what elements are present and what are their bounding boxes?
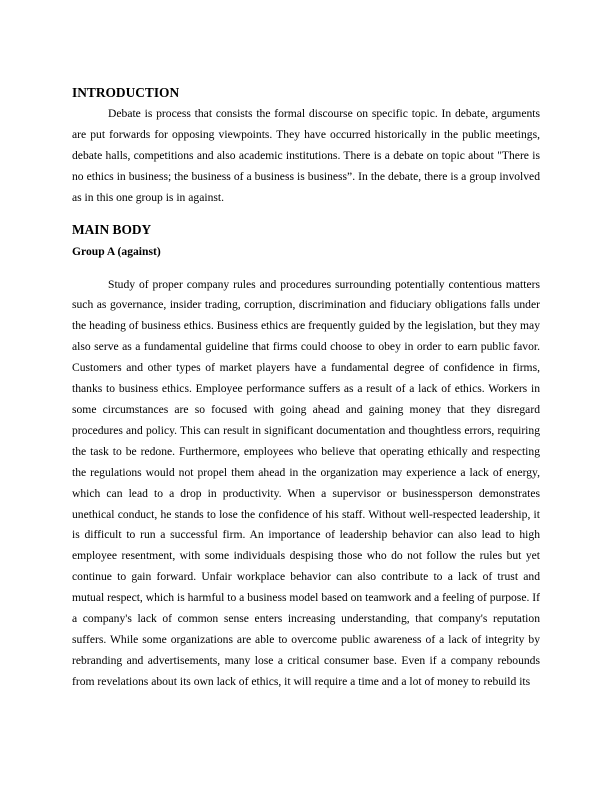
main-body-heading: MAIN BODY xyxy=(72,221,152,237)
document-page xyxy=(72,84,540,693)
introduction-heading: INTRODUCTION xyxy=(72,85,180,100)
group-a-subheading: Group A (against) xyxy=(72,244,161,258)
main-body-paragraph: Study of proper company rules and procedures surrounding potentially contentious matters such as governance, insider trading, corruption, discrimination and fiduciary obligations falls under the heading of business ethics. Business ethics are frequently guided by the legislation, but they may also serve as a fundamental guideline that firms could choose to obey in order to earn public favor. Customers and other types of market players have a fundamental degree of confidence in firms, thanks to business ethics. Employee performance suffers as a result of a lack of ethics. Workers in some circumstances are so focused with going ahead and gaining money that they disregard procedures and policy. This can result in significant documentation and thoughtless errors, requiring the task to be redone. Furthermore, employees who believe that operating ethically and respecting the regulations would not propel them ahead in the organization may experience a lack of energy, which can lead to a drop in productivity. When a supervisor or businessperson demonstrates unethical conduct, he stands to lose the confidence of his staff. Without well-respected leadership, it is difficult to run a successful firm. An importance of leadership behavior can also lead to high employee resentment, with some individuals despising those who do not follow the rules but yet continue to gain forward. Unfair workplace behavior can also contribute to a lack of trust and mutual respect, which is harmful to a business model based on teamwork and a feeling of purpose. If a company's lack of common sense enters increasing understanding, that company's reputation suffers. While some organizations are able to overcome public awareness of a lack of integrity by rebranding and advertisements, many lose a critical consumer base. Even if a company rebounds from revelations about its own lack of ethics, it will require a time and a lot of money to rebuild its xyxy=(72,277,540,688)
introduction-paragraph: Debate is process that consists the formal discourse on specific topic. In debate, arguments are put forwards for opposing viewpoints. They have occurred historically in the public meetings, debate halls, competitions and also academic institutions. There is a debate on topic about "There is no ethics in business; the business of a business is business”. In the debate, there is a group involved as in this one group is in against. xyxy=(72,107,540,204)
